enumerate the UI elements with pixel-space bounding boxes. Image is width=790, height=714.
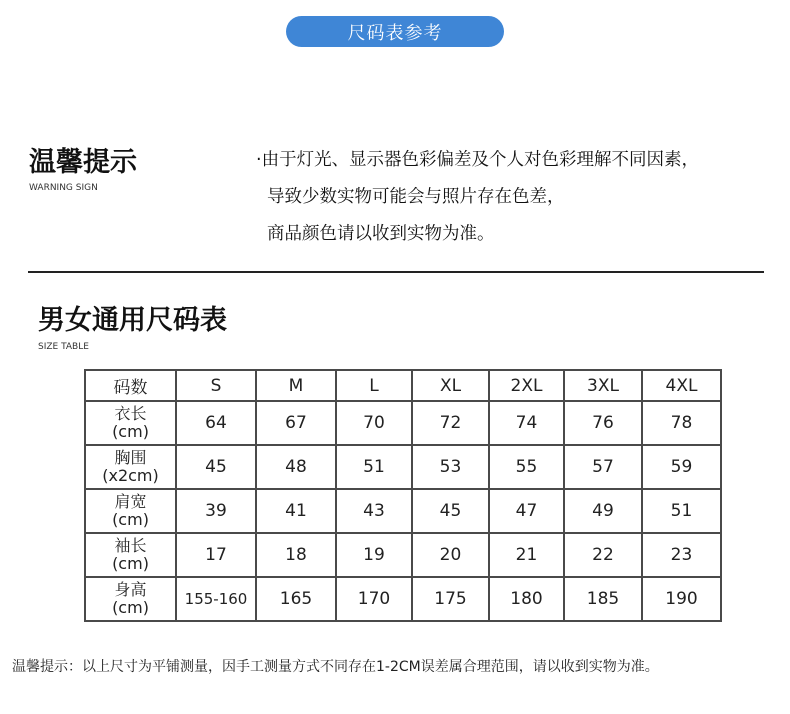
row-label: 身高 (cm) bbox=[85, 577, 176, 621]
table-cell: 49 bbox=[564, 489, 642, 533]
table-cell: 74 bbox=[489, 401, 564, 445]
notice-line: 商品颜色请以收到实物为准。 bbox=[267, 224, 495, 244]
table-cell: 190 bbox=[642, 577, 721, 621]
header-cell: 3XL bbox=[564, 370, 642, 401]
table-cell: 53 bbox=[412, 445, 489, 489]
notice-text bbox=[256, 142, 699, 253]
header-cell: 2XL bbox=[489, 370, 564, 401]
header-cell: 4XL bbox=[642, 370, 721, 401]
notice-title: 温馨提示 bbox=[29, 147, 137, 178]
table-cell: 165 bbox=[256, 577, 336, 621]
table-cell: 18 bbox=[256, 533, 336, 577]
header-cell: 码数 bbox=[85, 370, 176, 401]
table-cell: 64 bbox=[176, 401, 256, 445]
table-cell: 170 bbox=[336, 577, 412, 621]
table-cell: 45 bbox=[412, 489, 489, 533]
header-cell: XL bbox=[412, 370, 489, 401]
table-cell: 22 bbox=[564, 533, 642, 577]
table-cell: 59 bbox=[642, 445, 721, 489]
header-banner bbox=[286, 16, 504, 47]
table-row bbox=[85, 401, 721, 445]
table-cell: 70 bbox=[336, 401, 412, 445]
table-cell: 57 bbox=[564, 445, 642, 489]
size-table bbox=[84, 369, 722, 622]
table-cell: 45 bbox=[176, 445, 256, 489]
section-divider bbox=[28, 271, 764, 273]
table-cell: 43 bbox=[336, 489, 412, 533]
table-cell: 76 bbox=[564, 401, 642, 445]
row-label: 胸围 (x2cm) bbox=[85, 445, 176, 489]
table-cell: 39 bbox=[176, 489, 256, 533]
table-cell: 48 bbox=[256, 445, 336, 489]
table-cell: 72 bbox=[412, 401, 489, 445]
table-cell: 17 bbox=[176, 533, 256, 577]
footer-note: 温馨提示：以上尺寸为平铺测量，因手工测量方式不同存在1-2CM误差属合理范围，请以收到实物为准。 bbox=[12, 659, 659, 675]
notice-subtitle: WARNING SIGN bbox=[29, 183, 98, 193]
table-cell: 21 bbox=[489, 533, 564, 577]
size-chart-title: 男女通用尺码表 bbox=[38, 305, 227, 336]
table-row bbox=[85, 577, 721, 621]
table-cell: 67 bbox=[256, 401, 336, 445]
table-cell: 185 bbox=[564, 577, 642, 621]
row-label: 衣长 (cm) bbox=[85, 401, 176, 445]
size-chart-subtitle: SIZE TABLE bbox=[38, 342, 89, 352]
table-cell: 175 bbox=[412, 577, 489, 621]
header-cell: L bbox=[336, 370, 412, 401]
table-cell: 51 bbox=[336, 445, 412, 489]
table-row bbox=[85, 489, 721, 533]
notice-line: 导致少数实物可能会与照片存在色差， bbox=[267, 187, 565, 207]
table-cell: 20 bbox=[412, 533, 489, 577]
table-row bbox=[85, 533, 721, 577]
table-cell: 78 bbox=[642, 401, 721, 445]
header-cell: M bbox=[256, 370, 336, 401]
table-cell: 155-160 bbox=[176, 577, 256, 621]
banner-label: 尺码表参考 bbox=[347, 22, 443, 44]
table-cell: 47 bbox=[489, 489, 564, 533]
row-label: 袖长 (cm) bbox=[85, 533, 176, 577]
header-cell: S bbox=[176, 370, 256, 401]
table-cell: 55 bbox=[489, 445, 564, 489]
table-row bbox=[85, 445, 721, 489]
row-label: 肩宽 (cm) bbox=[85, 489, 176, 533]
table-cell: 23 bbox=[642, 533, 721, 577]
table-cell: 19 bbox=[336, 533, 412, 577]
notice-line: ·由于灯光、显示器色彩偏差及个人对色彩理解不同因素， bbox=[256, 150, 700, 170]
table-cell: 180 bbox=[489, 577, 564, 621]
table-cell: 41 bbox=[256, 489, 336, 533]
table-header-row bbox=[85, 370, 721, 401]
table-cell: 51 bbox=[642, 489, 721, 533]
